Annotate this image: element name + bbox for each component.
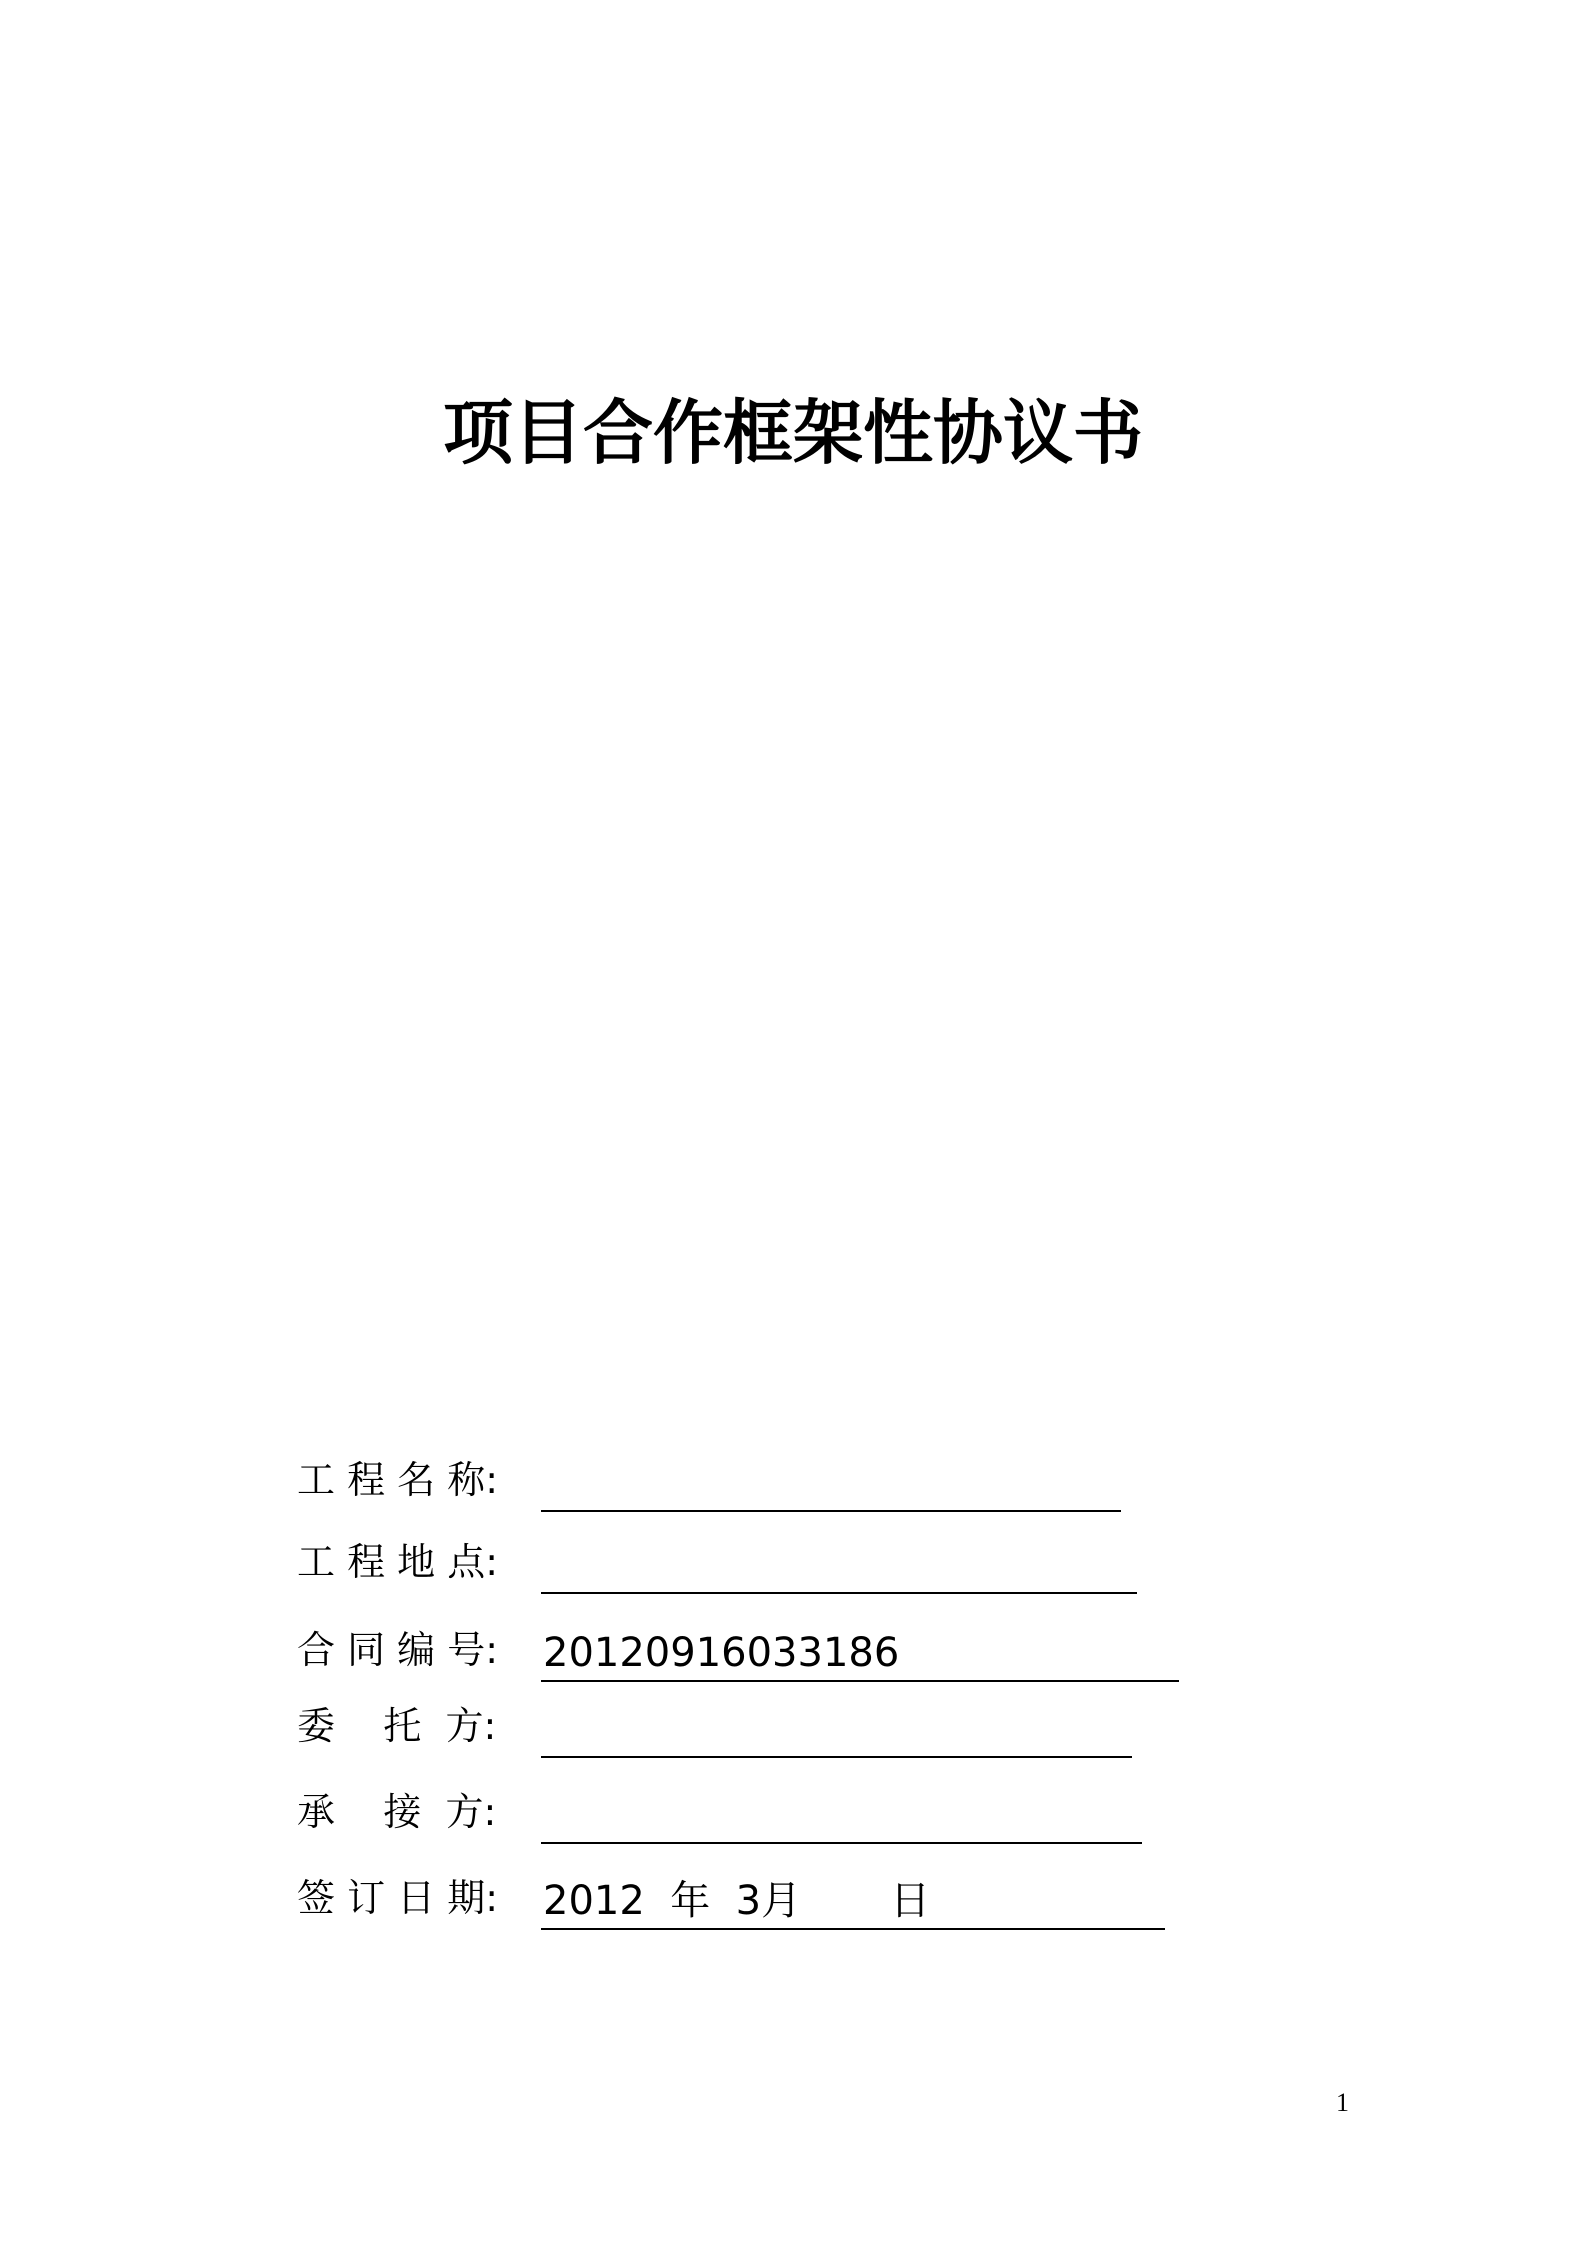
client-field — [297, 1698, 1127, 1758]
project-name-label: 工 程 名 称: — [297, 1458, 499, 1502]
contractor-underline — [541, 1842, 1142, 1844]
signing-date-field — [297, 1870, 1177, 1930]
project-name-underline — [541, 1510, 1121, 1512]
signing-date-value: 2012 年 3月 日 — [543, 1878, 931, 1924]
signing-date-underline — [541, 1928, 1165, 1930]
client-underline — [541, 1756, 1132, 1758]
project-location-label: 工 程 地 点: — [297, 1540, 499, 1584]
contract-number-field — [297, 1622, 1187, 1682]
project-location-underline — [541, 1592, 1137, 1594]
contractor-label: 承 接 方: — [297, 1790, 497, 1834]
project-name-field — [297, 1452, 1127, 1512]
client-label: 委 托 方: — [297, 1704, 497, 1748]
contractor-field — [297, 1784, 1127, 1844]
signing-date-label: 签 订 日 期: — [297, 1876, 499, 1920]
contract-number-label: 合 同 编 号: — [297, 1628, 499, 1672]
contract-number-value: 20120916033186 — [543, 1630, 900, 1676]
page-number: 1 — [1336, 2088, 1349, 2117]
contract-number-underline — [541, 1680, 1179, 1682]
document-title: 项目合作框架性协议书 — [443, 392, 1143, 474]
project-location-field — [297, 1534, 1127, 1594]
